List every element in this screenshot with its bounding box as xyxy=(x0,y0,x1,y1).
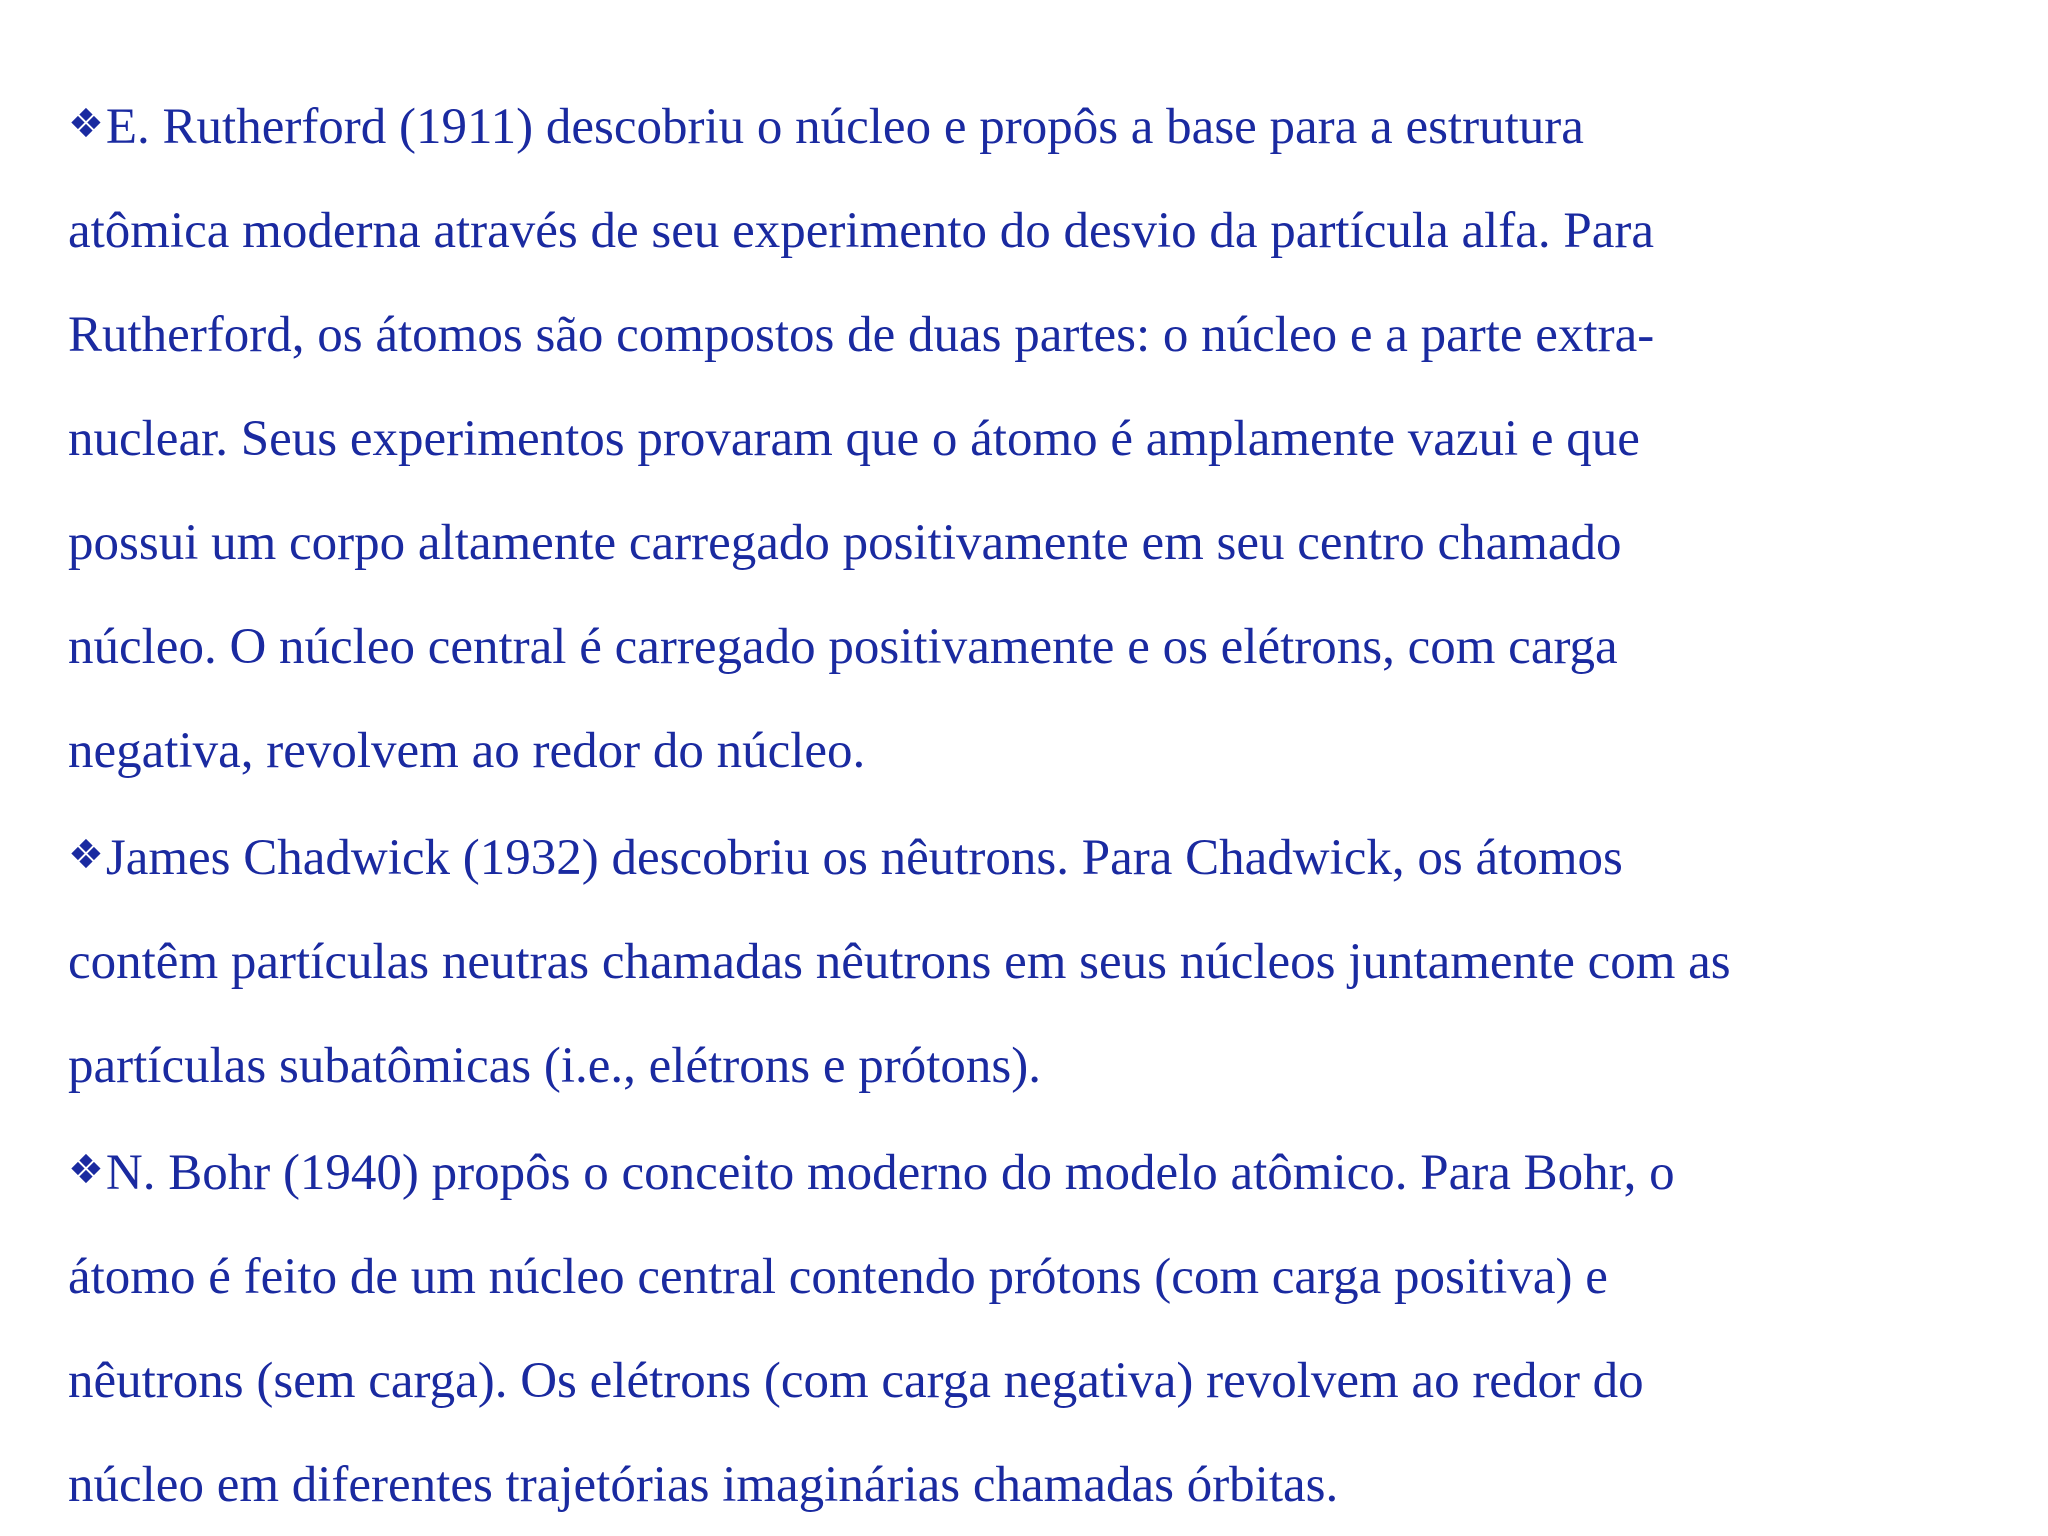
text-line: nêutrons (sem carga). Os elétrons (com carga negativa) revolvem ao redor do xyxy=(68,1353,1644,1409)
text-line xyxy=(68,803,1988,910)
text-line: possui um corpo altamente carregado positivamente em seu centro chamado xyxy=(68,515,1622,571)
text-line: Rutherford, os átomos são compostos de duas partes: o núcleo e a parte extra- xyxy=(68,307,1655,363)
text-line xyxy=(68,1118,1988,1225)
text-line: núcleo em diferentes trajetórias imaginárias chamadas órbitas. xyxy=(68,1457,1339,1513)
bullet-chadwick xyxy=(68,803,1988,1118)
text-line: negativa, revolvem ao redor do núcleo. xyxy=(68,723,866,779)
line-text: N. Bohr (1940) propôs o conceito moderno do modelo atômico. Para Bohr, o xyxy=(105,1145,1675,1201)
diamond-bullet-icon: ❖ xyxy=(68,1147,104,1193)
line-text: James Chadwick (1932) descobriu os nêutrons. Para Chadwick, os átomos xyxy=(105,830,1623,886)
text-line: atômica moderna através de seu experimento do desvio da partícula alfa. Para xyxy=(68,203,1655,259)
text-line xyxy=(68,72,1988,179)
text-line: partículas subatômicas (i.e., elétrons e prótons). xyxy=(68,1038,1041,1094)
text-line: núcleo. O núcleo central é carregado positivamente e os elétrons, com carga xyxy=(68,619,1618,675)
diamond-bullet-icon: ❖ xyxy=(68,832,104,878)
line-text: E. Rutherford (1911) descobriu o núcleo e propôs a base para a estrutura xyxy=(105,99,1584,155)
diamond-bullet-icon: ❖ xyxy=(68,101,104,147)
bullet-bohr xyxy=(68,1118,1988,1536)
slide-body xyxy=(68,72,1988,1536)
bullet-rutherford xyxy=(68,72,1988,803)
text-line: contêm partículas neutras chamadas nêutrons em seus núcleos juntamente com as xyxy=(68,934,1731,990)
text-line: átomo é feito de um núcleo central contendo prótons (com carga positiva) e xyxy=(68,1249,1608,1305)
text-line: nuclear. Seus experimentos provaram que o átomo é amplamente vazui e que xyxy=(68,411,1640,467)
